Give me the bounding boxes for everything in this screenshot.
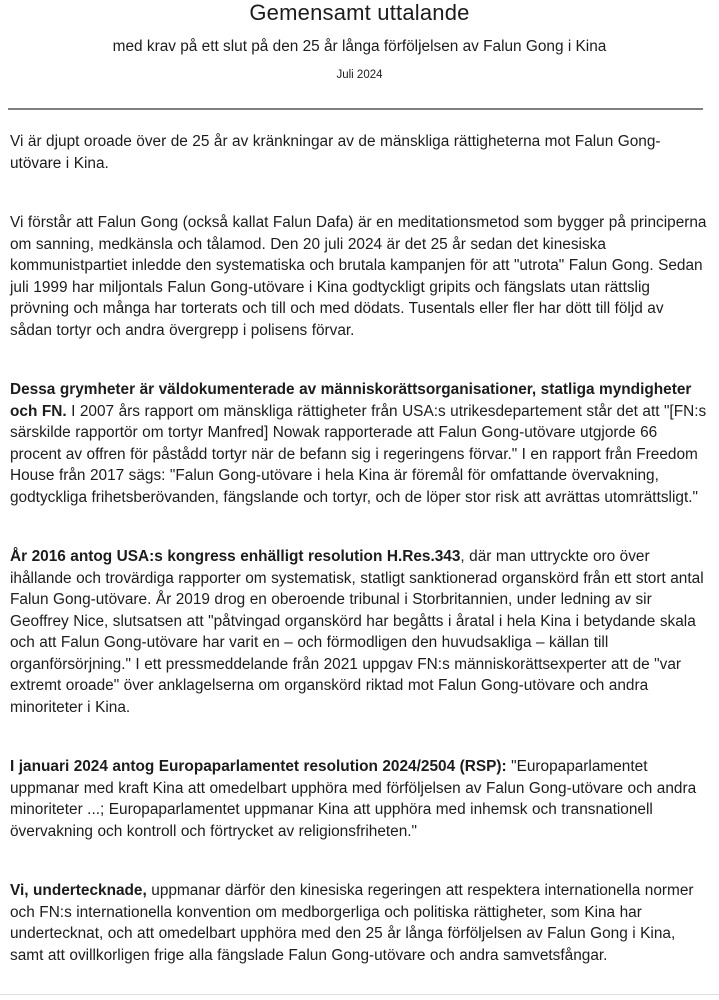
document-header <box>10 0 709 83</box>
paragraph-4 <box>10 546 709 718</box>
paragraph-4-text: , där man uttryckte oro över ihållande och trovärdiga rapporter om systematisk, statligt sanktionerad organskörd från ett stort antal Falun Gong-utövare. År 2019 drog en oberoende tribunal i Storbritannien, under ledning av sir Geoffrey Nice, slutsatsen att "påtvingad organskörd har begåtts i åratal i hela Kina i betydande skala och att Falun Gong-utövare har varit en – och förmodligen den huvudsakliga – källan till organförsörjning." I ett pressmeddelande från 2021 uppgav FN:s människorättsexperter att de "var extremt oroade" över anklagelserna om organskörd riktad mot Falun Gong-utövare och andra minoriteter i Kina. <box>10 548 704 716</box>
paragraph-1-text: Vi är djupt oroade över de 25 år av kränkningar av de mänskliga rättigheterna mot Falun Gong-utövare i Kina. <box>10 133 661 172</box>
paragraph-5-lead: I januari 2024 antog Europaparlamentet resolution 2024/2504 (RSP): <box>10 758 507 775</box>
paragraph-3-lead: Dessa grymheter är väldokumenterade av människorättsorganisationer, statliga myndigheter och FN. <box>10 381 692 420</box>
document-subtitle: med krav på ett slut på den 25 år långa förföljelsen av Falun Gong i Kina <box>112 38 607 55</box>
header-divider <box>8 108 703 110</box>
page-bottom-divider <box>0 994 719 995</box>
document-date: Juli 2024 <box>336 69 383 81</box>
paragraph-6-lead: Vi, undertecknade, <box>10 882 147 899</box>
paragraph-4-lead: År 2016 antog USA:s kongress enhälligt resolution H.Res.343 <box>10 548 461 565</box>
paragraph-6-text: uppmanar därför den kinesiska regeringen att respektera internationella normer och FN:s internationella konvention om medborgerliga och politiska rättigheter, som Kina har undertecknat, och att omedelbart upphöra med den 25 år långa förföljelsen av Falun Gong i Kina, samt att ovillkorligen frige alla fängslade Falun Gong-utövare och andra samvetsfångar. <box>10 882 694 964</box>
paragraph-2 <box>10 212 709 341</box>
paragraph-5 <box>10 756 709 842</box>
paragraph-3 <box>10 379 709 508</box>
paragraph-1 <box>10 131 709 174</box>
document-title: Gemensamt uttalande <box>249 0 470 25</box>
paragraph-6 <box>10 880 709 966</box>
paragraph-5-text: "Europaparlamentet uppmanar med kraft Kina att omedelbart upphöra med förföljelsen av Falun Gong-utövare och andra minoriteter ...; Europaparlamentet uppmanar Kina att upphöra med inhemsk och transnationell övervakning och kontroll och förtrycket av religionsfriheten." <box>10 758 697 840</box>
paragraph-3-text: I 2007 års rapport om mänskliga rättigheter från USA:s utrikesdepartement står det att "[FN:s särskilde rapportör om tortyr Manfred] Nowak rapporterade att Falun Gong-utövare utgjorde 66 procent av offren för påstådd tortyr när de befann sig i regeringens förvar." I en rapport från Freedom House från 2017 sägs: "Falun Gong-utövare i hela Kina är föremål för omfattande övervakning, godtyckliga frihetsberövanden, fängslande och tortyr, och de löper stor risk att avrättas utomrättsligt." <box>10 402 707 506</box>
paragraph-2-text: Vi förstår att Falun Gong (också kallat Falun Dafa) är en meditationsmetod som bygger på principerna om sanning, medkänsla och tålamod. Den 20 juli 2024 är det 25 år sedan det kinesiska kommunistpartiet inledde den systematiska och brutala kampanjen för att "utrota" Falun Gong. Sedan juli 1999 har miljontals Falun Gong-utövare i Kina godtyckligt gripits och fängslats utan rättslig prövning och många har torterats och till och med dödats. Tusentals eller fler har dött till följd av sådan tortyr och andra övergrepp i polisens förvar. <box>10 214 707 339</box>
document-body <box>10 131 709 966</box>
